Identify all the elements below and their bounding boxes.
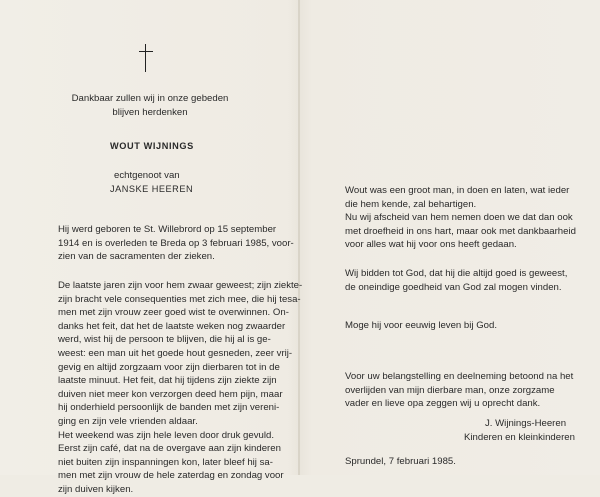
cross-horizontal <box>139 51 153 52</box>
place-date: Sprundel, 7 februari 1985. <box>345 456 456 467</box>
deceased-name: WOUT WIJNINGS <box>110 141 194 151</box>
latin-cross-icon <box>139 44 153 72</box>
signature-family: Kinderen en kleinkinderen <box>464 432 575 443</box>
right-page <box>300 0 600 475</box>
signature-name: J. Wijnings-Heeren <box>485 418 567 429</box>
rest-line: Moge hij voor eeuwig leven bij God. <box>345 320 497 331</box>
cross-vertical <box>145 44 146 72</box>
spouse-label: echtgenoot van <box>114 170 180 181</box>
spouse-name: JANSKE HEEREN <box>110 184 194 194</box>
story-paragraph: De laatste jaren zijn voor hem zwaar geweest; zijn ziekte- zijn bracht vele consequenties met zich mee, die hij tesa- men met zijn vrouw zeer goed wist te overwinnen. On- danks het feit, dat het de laatste weken nog zwaarder werd, wist hij de persoon te blijven, die hij al is ge- weest: een man uit het goede hout gesneden, zeer vrij- gevig en altijd zorgzaam voor zijn dierbaren tot in de laatste minuut. Het feit, dat hij tijdens zijn ziekte zijn duiven niet meer kon verzorgen deed hem pijn, maar hij onderhield persoonlijk de banden met zijn vereni- ging en zijn vele vrienden aldaar. Het weekend was zijn hele leven door druk gevuld. Eerst zijn café, dat na de overgave aan zijn kinderen niet buiten zijn inspanningen kon, later bleef hij sa- men met zijn vrouw de hele zaterdag en zondag voor zijn duiven kijken. <box>58 280 303 495</box>
intro-line-2: blijven herdenken <box>112 107 188 118</box>
prayer-paragraph: Wij bidden tot God, dat hij die altijd goed is geweest, de oneindige goedheid van God zal mogen vinden. <box>345 268 568 293</box>
intro-line-1: Dankbaar zullen wij in onze gebeden <box>71 93 229 104</box>
bio-paragraph: Hij werd geboren te St. Willebrord op 15 september 1914 en is overleden te Breda op 3 februari 1985, voor- zien van de sacramenten der zieken. <box>58 224 294 263</box>
tribute-paragraph: Wout was een groot man, in doen en laten, wat ieder die hem kende, zal behartigen. Nu wij afscheid van hem nemen doen we dat dan ook met droefheid in ons hart, maar ook met dankbaarheid voor alles wat hij voor ons heeft gedaan. <box>345 185 576 251</box>
thanks-paragraph: Voor uw belangstelling en deelneming betoond na het overlijden van mijn dierbare man, onze zorgzame vader en lieve opa zeggen wij u oprecht dank. <box>345 371 574 410</box>
